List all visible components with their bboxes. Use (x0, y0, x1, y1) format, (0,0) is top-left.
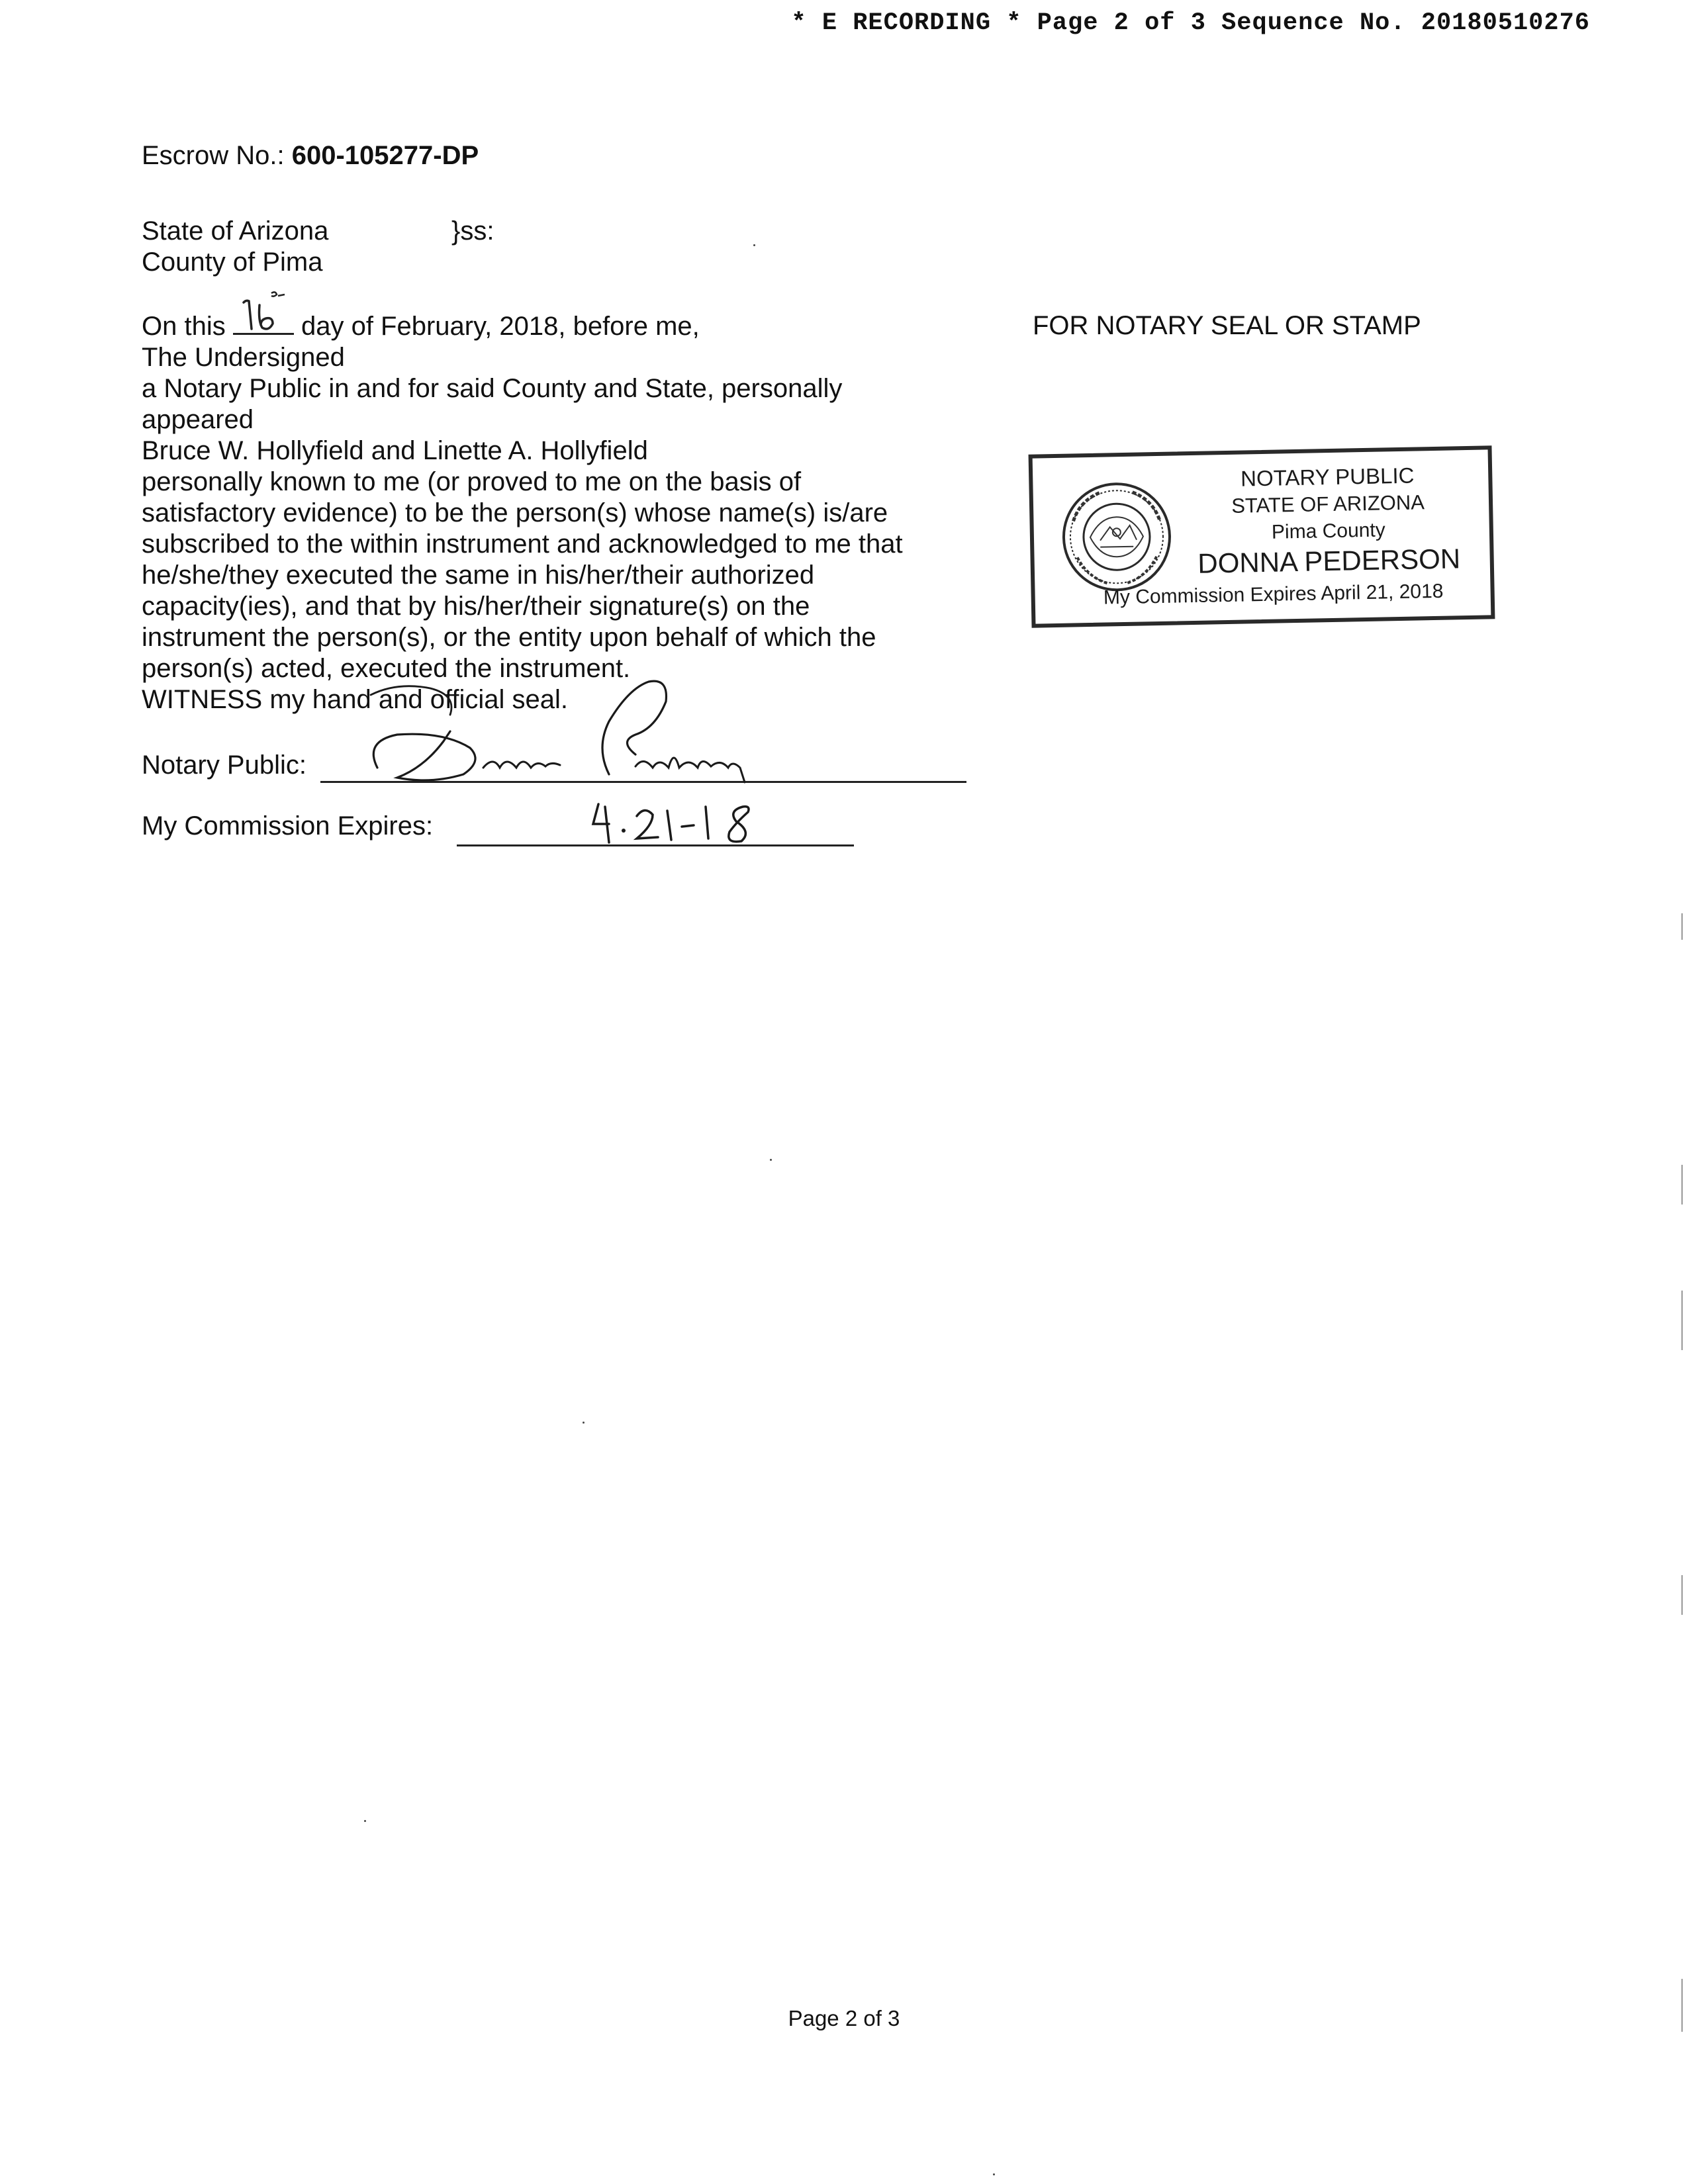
day-handwriting (232, 288, 298, 334)
notary-signature-handwriting (357, 668, 834, 801)
notary-stamp (1029, 445, 1495, 627)
scan-speck (1681, 1575, 1683, 1615)
scan-speck (583, 1422, 585, 1424)
ack-line-3: a Notary Public in and for said County and State, personally (142, 374, 843, 403)
ack-line-11: instrument the person(s), or the entity upon behalf of which the (142, 623, 876, 652)
venue-ss: }ss: (451, 216, 494, 246)
ack-line-6: personally known to me (or proved to me on the basis of (142, 467, 802, 496)
escrow-value: 600-105277-DP (291, 141, 479, 170)
ack-line-7: satisfactory evidence) to be the person(s) whose name(s) is/are (142, 498, 888, 527)
stamp-expires: My Commission Expires April 21, 2018 (1103, 580, 1444, 609)
scan-speck (1681, 1979, 1683, 2032)
ack-line-1 (142, 311, 962, 342)
page-number-footer: Page 2 of 3 (788, 2006, 900, 2030)
acknowledgment-text (142, 311, 962, 715)
venue-county: County of Pima (142, 248, 323, 277)
notary-public-label: Notary Public: (142, 751, 306, 780)
stamp-notary-name: DONNA PEDERSON (1197, 543, 1461, 579)
commission-expires-label: My Commission Expires: (142, 811, 434, 841)
scan-speck (1681, 1291, 1683, 1350)
ack-signers: Bruce W. Hollyfield and Linette A. Hollyfield (142, 436, 648, 465)
ack-line-9: he/she/they executed the same in his/her/their authorized (142, 561, 815, 590)
scan-speck (1681, 1165, 1683, 1205)
commission-expires-handwriting (589, 797, 801, 850)
scan-speck (1681, 913, 1683, 940)
stamp-county: Pima County (1271, 519, 1386, 543)
recording-header: * E RECORDING * Page 2 of 3 Sequence No. 20180510276 (791, 9, 1590, 37)
ack-line-10: capacity(ies), and that by his/her/their signature(s) on the (142, 592, 810, 621)
on-this-label: On this (142, 312, 226, 341)
ack-witness: WITNESS my hand and official seal. (142, 685, 568, 714)
state-seal-icon (1059, 480, 1174, 594)
venue-state: State of Arizona (142, 216, 329, 246)
scan-speck (770, 1159, 772, 1161)
day-rest-text: day of February, 2018, before me, (301, 312, 700, 341)
stamp-title: NOTARY PUBLIC (1240, 463, 1415, 491)
scan-speck (993, 2173, 995, 2175)
commission-expires-row (142, 811, 936, 858)
escrow-number (142, 141, 479, 171)
scan-speck (364, 1820, 366, 1822)
stamp-state: STATE OF ARIZONA (1231, 490, 1425, 518)
ack-line-8: subscribed to the within instrument and acknowledged to me that (142, 529, 903, 559)
scan-speck (753, 244, 755, 246)
notary-seal-caption: FOR NOTARY SEAL OR STAMP (1033, 311, 1421, 340)
ack-line-4: appeared (142, 405, 254, 434)
escrow-label: Escrow No.: (142, 141, 285, 170)
day-blank (233, 312, 294, 335)
ack-line-12: person(s) acted, executed the instrument. (142, 654, 631, 683)
venue-block (142, 216, 328, 278)
ack-officer: The Undersigned (142, 343, 345, 372)
